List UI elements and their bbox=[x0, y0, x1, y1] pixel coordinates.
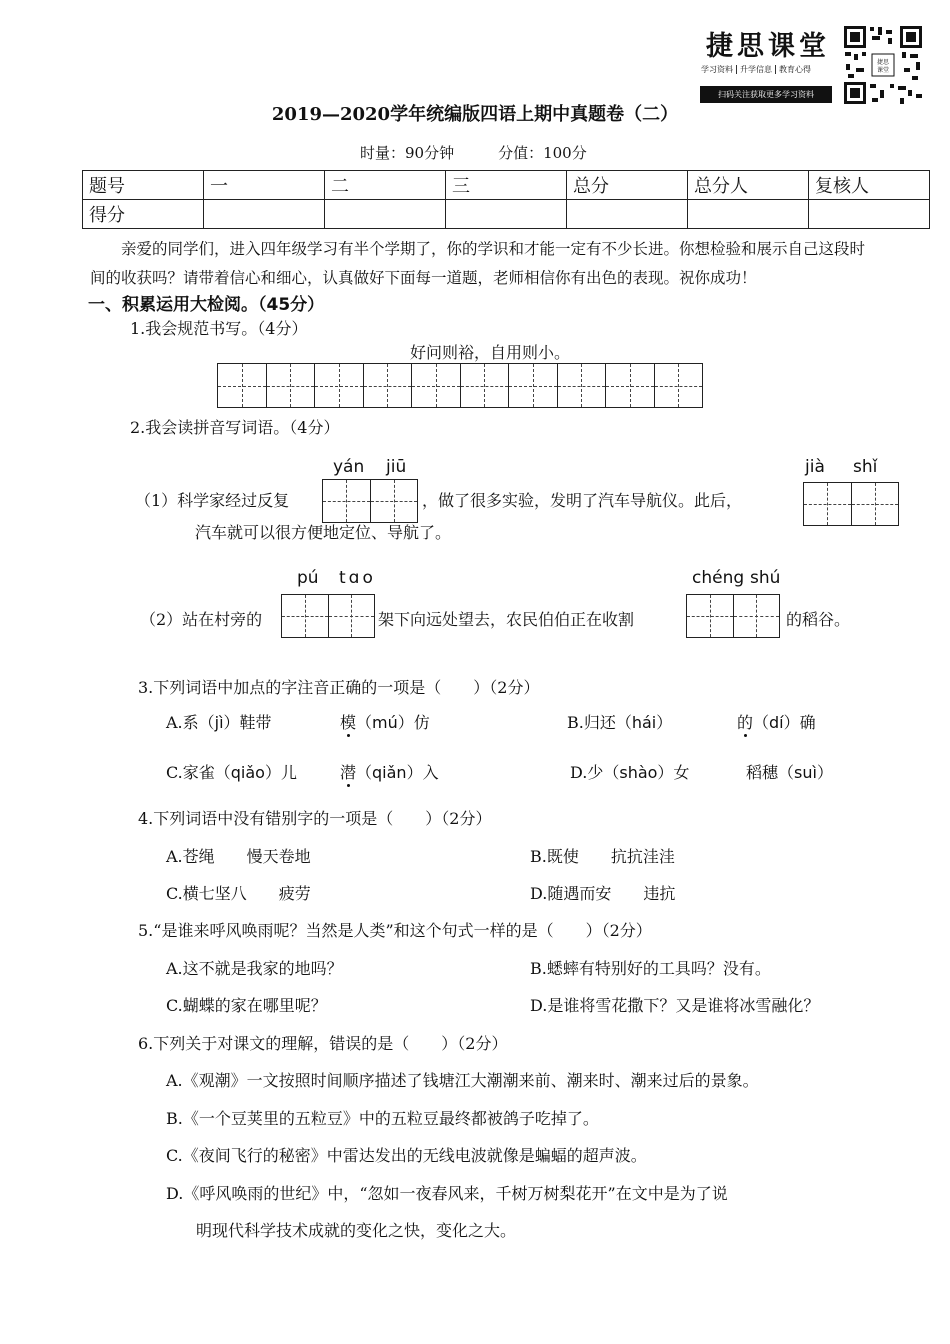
score-input-cell[interactable] bbox=[446, 200, 567, 229]
q6-option-d: D.《呼风唤雨的世纪》中，“忽如一夜春风来，千树万树梨花开”在文中是为了说 bbox=[166, 1184, 728, 1203]
writing-cell[interactable] bbox=[509, 364, 558, 407]
svg-text:捷思: 捷思 bbox=[876, 59, 890, 66]
answer-cell[interactable] bbox=[323, 480, 371, 522]
q6-option-d-cont: 明现代科学技术成就的变化之快，变化之大。 bbox=[196, 1221, 517, 1240]
q3-option-c2: 潜（qiǎn）入 bbox=[340, 763, 439, 782]
score-header-cell: 总分人 bbox=[688, 171, 809, 200]
score-input-cell[interactable] bbox=[567, 200, 688, 229]
writing-cell[interactable] bbox=[267, 364, 316, 407]
score-header-cell: 总分 bbox=[567, 171, 688, 200]
writing-cell[interactable] bbox=[606, 364, 655, 407]
answer-cell[interactable] bbox=[734, 595, 780, 637]
answer-cell[interactable] bbox=[371, 480, 418, 522]
q4-option-d: D.随遇而安 违抗 bbox=[530, 884, 676, 903]
q3-stem: 3.下列词语中加点的字注音正确的一项是（ ）（2分） bbox=[138, 678, 540, 697]
writing-cell[interactable] bbox=[558, 364, 607, 407]
q4-option-a: A.苍绳 慢天卷地 bbox=[166, 847, 311, 866]
q1-sentence: 好问则裕，自用则小。 bbox=[410, 343, 571, 362]
intro-text: 亲爱的同学们，进入四年级学习有半个学期了，你的学识和才能一定有不少长进。你想检验和展示自己这段时间的收获吗？请带着信心和细心，认真做好下面每一道题，老师相信你有出色的表现。祝你成功！ bbox=[90, 240, 866, 287]
q3-option-a1: A.系（jì）鞋带 bbox=[166, 713, 272, 732]
q3-option-d1: D.少（shào）女 bbox=[570, 763, 690, 782]
q6-option-b: B.《一个豆荚里的五粒豆》中的五粒豆最终都被鸽子吃掉了。 bbox=[166, 1109, 599, 1128]
score-row-label: 得分 bbox=[83, 200, 204, 229]
exam-score: 分值：100分 bbox=[498, 144, 587, 162]
q5-stem: 5.“是谁来呼风唤雨呢？当然是人类”和这个句式一样的是（ ）（2分） bbox=[138, 921, 652, 940]
exam-time: 时量：90分钟 bbox=[360, 144, 455, 162]
score-input-cell[interactable] bbox=[809, 200, 930, 229]
q3-option-a2: 模（mú）仿 bbox=[340, 713, 430, 732]
answer-cell[interactable] bbox=[282, 595, 329, 637]
pinyin: tɑo bbox=[339, 568, 376, 588]
q1-stem: 1.我会规范书写。（4分） bbox=[130, 319, 308, 338]
brand-tag: 升学信息 bbox=[737, 65, 776, 74]
svg-text:课堂: 课堂 bbox=[876, 67, 890, 74]
pinyin-answer-box[interactable] bbox=[322, 479, 418, 523]
score-header-cell: 复核人 bbox=[809, 171, 930, 200]
pinyin-answer-box[interactable] bbox=[281, 594, 375, 638]
q4-stem: 4.下列词语中没有错别字的一项是（ ）（2分） bbox=[138, 809, 492, 828]
q5-option-c: C.蝴蝶的家在哪里呢？ bbox=[166, 996, 327, 1015]
brand-tag: 教育心得 bbox=[779, 65, 811, 74]
q2-stem: 2.我会读拼音写词语。（4分） bbox=[130, 418, 340, 437]
answer-cell[interactable] bbox=[329, 595, 375, 637]
q2-p1-text-b: ，做了很多实验，发明了汽车导航仪。此后， bbox=[422, 491, 743, 510]
pinyin: shǐ bbox=[853, 457, 878, 477]
pinyin: jià bbox=[805, 457, 825, 477]
score-table-header-row bbox=[83, 171, 930, 200]
score-header-cell: 一 bbox=[204, 171, 325, 200]
q6-stem: 6.下列关于对课文的理解，错误的是（ ）（2分） bbox=[138, 1034, 508, 1053]
q2-p1-text-a: （1）科学家经过反复 bbox=[135, 491, 290, 510]
answer-cell[interactable] bbox=[852, 483, 899, 525]
pinyin: yán bbox=[333, 457, 365, 477]
page-title: 2019—2020学年统编版四语上期中真题卷（二） bbox=[271, 104, 679, 125]
writing-grid[interactable] bbox=[217, 363, 703, 408]
answer-cell[interactable] bbox=[687, 595, 734, 637]
q2-p1-text-c: 汽车就可以很方便地定位、导航了。 bbox=[195, 523, 452, 542]
q3-option-b1: B.归还（hái） bbox=[567, 713, 673, 732]
pinyin: pú bbox=[297, 568, 319, 588]
q5-option-b: B.蟋蟀有特别好的工具吗？没有。 bbox=[530, 959, 771, 978]
score-input-cell[interactable] bbox=[325, 200, 446, 229]
score-input-cell[interactable] bbox=[688, 200, 809, 229]
score-table-row bbox=[83, 200, 930, 229]
score-header-cell: 三 bbox=[446, 171, 567, 200]
brand-tags bbox=[698, 64, 814, 75]
q5-option-d: D.是谁将雪花撒下？又是谁将冰雪融化？ bbox=[530, 996, 820, 1015]
writing-cell[interactable] bbox=[412, 364, 461, 407]
brand-logo: 捷思课堂 bbox=[706, 31, 830, 62]
score-header-cell: 二 bbox=[325, 171, 446, 200]
writing-cell[interactable] bbox=[364, 364, 413, 407]
q3-option-c1: C.家雀（qiǎo）儿 bbox=[166, 763, 297, 782]
writing-cell[interactable] bbox=[218, 364, 267, 407]
brand-tag: 学习资料 bbox=[698, 65, 737, 74]
exam-meta bbox=[360, 142, 587, 163]
pinyin: shú bbox=[750, 568, 781, 588]
q2-p2-text-a: （2）站在村旁的 bbox=[140, 610, 263, 629]
q2-p2-text-b: 架下向远处望去，农民伯伯正在收割 bbox=[378, 610, 635, 629]
writing-cell[interactable] bbox=[315, 364, 364, 407]
pinyin-answer-box[interactable] bbox=[686, 594, 780, 638]
section-heading: 一、积累运用大检阅。（45分） bbox=[88, 295, 325, 315]
qr-banner: 扫码关注获取更多学习资料 bbox=[700, 86, 832, 103]
writing-cell[interactable] bbox=[655, 364, 703, 407]
pinyin: jiū bbox=[386, 457, 407, 477]
score-table bbox=[82, 170, 930, 229]
score-header-cell: 题号 bbox=[83, 171, 204, 200]
qr-code-icon[interactable] bbox=[842, 24, 924, 106]
q5-option-a: A.这不就是我家的地吗？ bbox=[166, 959, 343, 978]
q3-option-d2: 稻穗（suì） bbox=[746, 763, 833, 782]
pinyin: chéng bbox=[692, 568, 745, 588]
answer-cell[interactable] bbox=[804, 483, 852, 525]
q4-option-b: B.既使 抗抗洼洼 bbox=[530, 847, 675, 866]
q6-option-a: A.《观潮》一文按照时间顺序描述了钱塘江大潮潮来前、潮来时、潮来过后的景象。 bbox=[166, 1071, 759, 1090]
q6-option-c: C.《夜间飞行的秘密》中雷达发出的无线电波就像是蝙蝠的超声波。 bbox=[166, 1146, 647, 1165]
q3-option-b2: 的（dí）确 bbox=[737, 713, 816, 732]
score-input-cell[interactable] bbox=[204, 200, 325, 229]
pinyin-answer-box[interactable] bbox=[803, 482, 899, 526]
writing-cell[interactable] bbox=[461, 364, 510, 407]
q2-p2-text-c: 的稻谷。 bbox=[786, 610, 851, 629]
q4-option-c: C.横七坚八 疲劳 bbox=[166, 884, 311, 903]
